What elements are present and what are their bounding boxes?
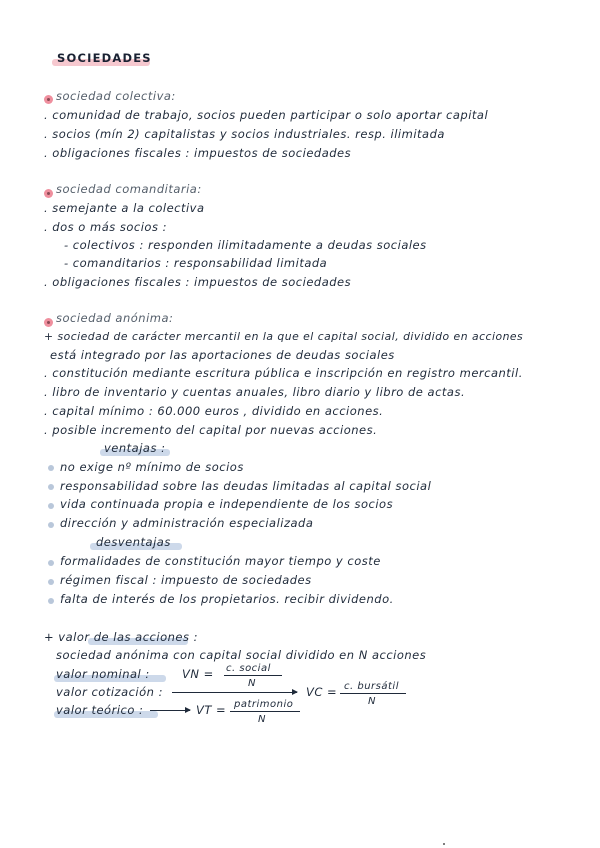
teorico-fraction-bar [230,711,300,712]
nominal-label: valor nominal : [56,667,150,681]
nominal-symbol: VN = [182,667,214,681]
desventaja-3: falta de interés de los propietarios. recibir dividendo. [60,592,394,606]
comanditaria-line-2: . dos o más socios : [44,220,167,234]
desventaja-1: formalidades de constitución mayor tiempo y coste [60,554,381,568]
heading-bullet-icon [44,318,53,327]
heading-bullet-icon [44,95,53,104]
teorico-label: valor teórico : [56,703,144,717]
anonima-line-2: está integrado por las aportaciones de deudas sociales [50,348,395,362]
cotizacion-label: valor cotización : [56,685,163,699]
cotizacion-numerator: c. bursátil [344,681,399,692]
ink-dot [443,843,445,845]
heading-anonima: sociedad anónima: [56,311,174,325]
teorico-symbol: VT = [196,703,227,717]
bullet-icon [48,598,54,604]
anonima-line-1: + sociedad de carácter mercantil en la que el capital social, dividido en acciones [44,330,524,343]
bullet-icon [48,522,54,528]
cotizacion-fraction-bar [340,693,406,694]
comanditaria-line-3: - colectivos : responden ilimitadamente a deudas sociales [64,238,427,252]
nominal-denominator: N [248,678,256,689]
bullet-icon [48,503,54,509]
colectiva-line-2: . socios (mín 2) capitalistas y socios industriales. resp. ilimitada [44,127,445,141]
ventaja-1: no exige nº mínimo de socios [60,460,244,474]
cotizacion-denominator: N [368,696,376,707]
colectiva-line-3: . obligaciones fiscales : impuestos de sociedades [44,146,352,160]
comanditaria-line-1: . semejante a la colectiva [44,201,205,215]
cotizacion-symbol: VC = [306,685,338,699]
desventaja-2: régimen fiscal : impuesto de sociedades [60,573,312,587]
nominal-fraction-bar [224,675,282,676]
comanditaria-line-5: . obligaciones fiscales : impuestos de sociedades [44,275,352,289]
ventaja-2: responsabilidad sobre las deudas limitadas al capital social [60,479,432,493]
desventajas-label: desventajas [96,535,171,549]
heading-comanditaria: sociedad comanditaria: [56,182,202,196]
arrow-icon [172,692,297,693]
anonima-line-5: . capital mínimo : 60.000 euros , dividido en acciones. [44,404,384,418]
teorico-denominator: N [258,714,266,725]
heading-bullet-icon [44,189,53,198]
bullet-icon [48,465,54,471]
valor-intro: sociedad anónima con capital social dividido en N acciones [56,648,427,662]
ventaja-3: vida continuada propia e independiente de los socios [60,497,394,511]
anonima-line-6: . posible incremento del capital por nuevas acciones. [44,423,378,437]
bullet-icon [48,560,54,566]
anonima-line-3: . constitución mediante escritura pública e inscripción en registro mercantil. [44,366,523,380]
heading-colectiva: sociedad colectiva: [56,89,176,103]
anonima-line-4: . libro de inventario y cuentas anuales, libro diario y libro de actas. [44,385,466,399]
comanditaria-line-4: - comanditarios : responsabilidad limitada [64,256,328,270]
colectiva-line-1: . comunidad de trabajo, socios pueden participar o solo aportar capital [44,108,489,122]
page-title: SOCIEDADES [57,51,152,65]
arrow-icon [150,710,190,711]
nominal-numerator: c. social [226,663,271,674]
ventaja-4: dirección y administración especializada [60,516,314,530]
bullet-icon [48,484,54,490]
bullet-icon [48,579,54,585]
ventajas-label: ventajas : [104,441,166,455]
valor-heading: + valor de las acciones : [44,630,198,644]
teorico-numerator: patrimonio [234,699,294,710]
